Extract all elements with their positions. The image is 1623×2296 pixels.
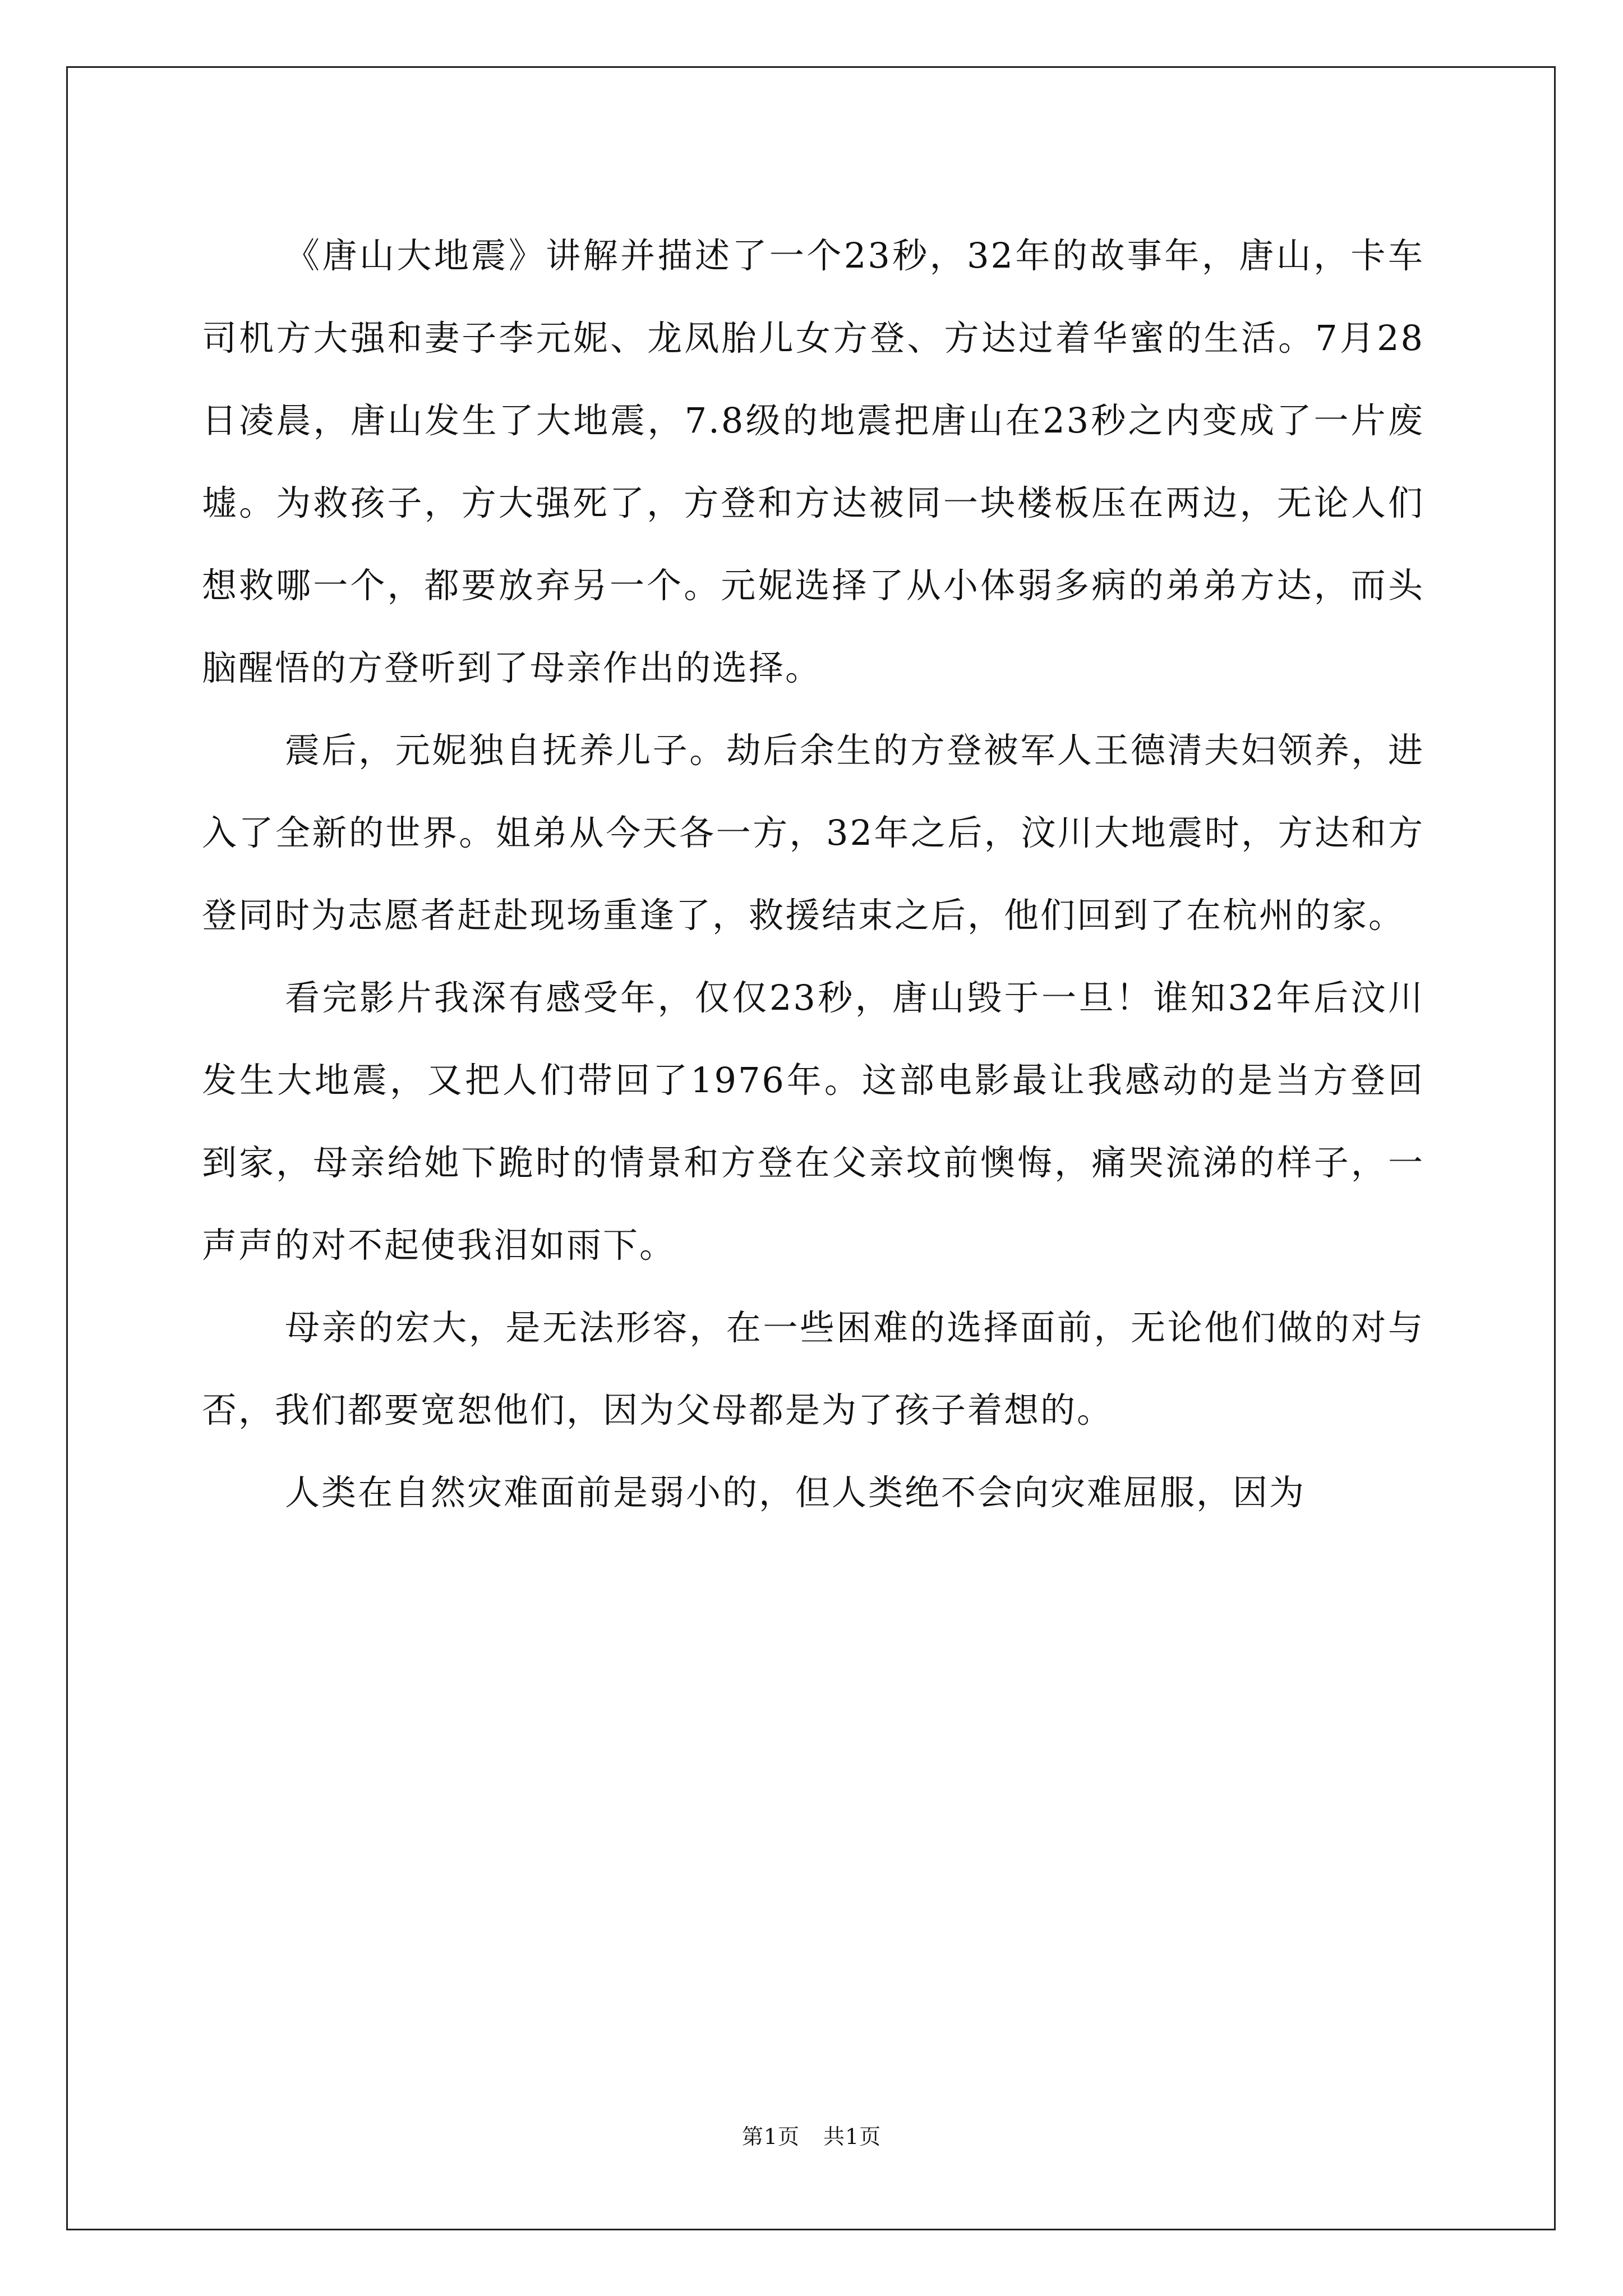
paragraph-2: 震后，元妮独自抚养儿子。劫后余生的方登被军人王德清夫妇领养，进入了全新的世界。姐弟从今天各一方，32年之后，汶川大地震时，方达和方登同时为志愿者赶赴现场重逢了，救援结束之后，他们回到了在杭州的家。 [202,730,1424,936]
page-number-current: 第1页 [741,2124,800,2149]
paragraph-1: 《唐山大地震》讲解并描述了一个23秒，32年的故事年，唐山，卡车司机方大强和妻子李元妮、龙凤胎儿女方登、方达过着华蜜的生活。7月28日凌晨，唐山发生了大地震，7.8级的地震把唐山在23秒之内变成了一片废墟。为救孩子，方大强死了，方登和方达被同一块楼板压在两边，无论人们想救哪一个，都要放弃另一个。元妮选择了从小体弱多病的弟弟方达，而头脑醒悟的方登听到了母亲作出的选择。 [202,235,1424,688]
paragraph-4: 母亲的宏大，是无法形容，在一些困难的选择面前，无论他们做的对与否，我们都要宽恕他们，因为父母都是为了孩子着想的。 [202,1307,1424,1430]
paragraph-5: 人类在自然灾难面前是弱小的，但人类绝不会向灾难屈服，因为 [285,1472,1306,1513]
page-number-total: 共1页 [823,2124,882,2149]
page-footer [0,2123,1623,2151]
paragraph-3: 看完影片我深有感受年，仅仅23秒，唐山毁于一旦！谁知32年后汶川发生大地震，又把人们带回了1976年。这部电影最让我感动的是当方登回到家，母亲给她下跪时的情景和方登在父亲坟前懊悔，痛哭流涕的样子，一声声的对不起使我泪如雨下。 [202,977,1424,1266]
document-body [202,214,1424,1534]
